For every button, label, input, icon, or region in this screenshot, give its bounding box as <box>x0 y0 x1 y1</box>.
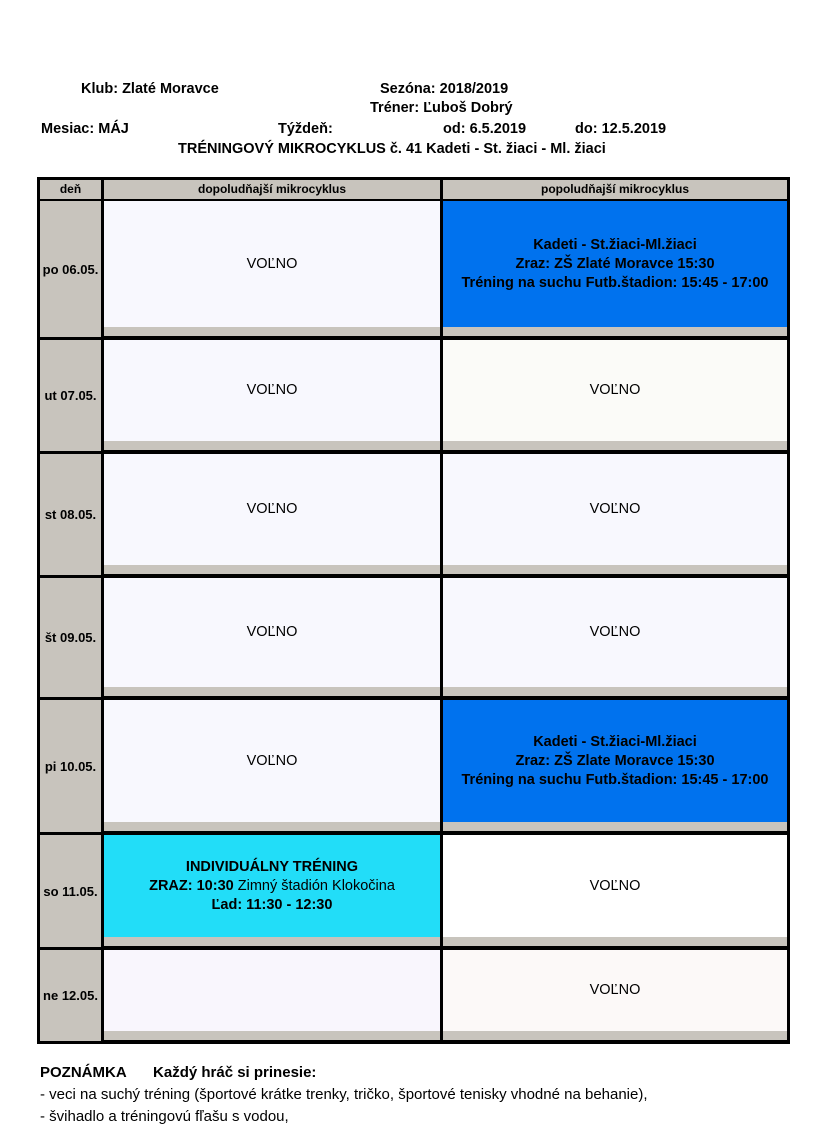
slot-text: VOĽNO <box>589 382 641 398</box>
slot-text: VOĽNO <box>589 501 641 517</box>
col-header-afternoon: popoludňajší mikrocyklus <box>443 180 787 199</box>
col-header-morning: dopoludňajší mikrocyklus <box>104 180 440 199</box>
slot-session: Ľad: 11:30 - 12:30 <box>211 896 333 913</box>
slot-meet: Zraz: ZŠ Zlate Moravce 15:30 <box>515 752 715 769</box>
morning-slot <box>104 700 440 822</box>
club-label: Klub: <box>81 81 119 97</box>
club-value: Zlaté Moravce <box>122 81 219 97</box>
to-label: do: <box>575 121 598 137</box>
row-divider <box>104 327 440 336</box>
morning-slot <box>104 578 440 687</box>
slot-text: VOĽNO <box>589 877 641 894</box>
row-divider <box>104 822 440 831</box>
coach-label: Tréner: <box>370 100 420 116</box>
slot-text: VOĽNO <box>589 982 641 998</box>
row-divider <box>443 441 787 450</box>
afternoon-slot <box>443 950 787 1031</box>
season-field <box>380 81 508 97</box>
season-label: Sezóna: <box>380 81 436 97</box>
day-cell: ne 12.05. <box>40 950 101 1041</box>
morning-slot <box>104 950 440 1031</box>
month-field <box>41 121 129 137</box>
afternoon-slot <box>443 201 787 327</box>
notes-line-2: - švihadlo a tréningovú fľašu s vodou, <box>40 1108 289 1125</box>
slot-text: VOĽNO <box>589 624 641 640</box>
morning-slot <box>104 454 440 565</box>
row-divider <box>443 687 787 696</box>
day-cell: ut 07.05. <box>40 340 101 451</box>
morning-slot <box>104 201 440 327</box>
slot-text: VOĽNO <box>246 255 298 272</box>
month-value: MÁJ <box>98 121 129 137</box>
to-field <box>575 121 666 137</box>
day-cell: st 08.05. <box>40 454 101 575</box>
afternoon-slot <box>443 700 787 822</box>
slot-meet-time: ZRAZ: 10:30 <box>149 877 234 894</box>
row-divider <box>104 937 440 946</box>
from-value: 6.5.2019 <box>469 121 527 137</box>
row-divider <box>104 1031 440 1040</box>
col-header-day: deň <box>40 180 101 199</box>
page-title: TRÉNINGOVÝ MIKROCYKLUS č. 41 Kadeti - St. žiaci - Ml. žiaci <box>178 141 606 157</box>
day-cell: so 11.05. <box>40 835 101 947</box>
slot-text: VOĽNO <box>246 382 298 398</box>
notes-label: POZNÁMKA <box>40 1064 127 1081</box>
row-divider <box>104 687 440 696</box>
from-label: od: <box>443 121 466 137</box>
slot-session: Tréning na suchu Futb.štadion: 15:45 - 17:00 <box>461 771 769 788</box>
afternoon-slot <box>443 578 787 687</box>
slot-meet-line <box>149 877 395 896</box>
row-divider <box>443 1031 787 1040</box>
to-value: 12.5.2019 <box>601 121 667 137</box>
slot-venue: Zimný štadión Klokočina <box>237 877 395 894</box>
row-divider <box>443 822 787 831</box>
morning-slot <box>104 835 440 937</box>
slot-title: Kadeti - St.žiaci-Ml.žiaci <box>533 733 697 750</box>
club-field <box>81 81 219 97</box>
coach-field <box>370 100 513 116</box>
slot-text: VOĽNO <box>246 624 298 640</box>
row-divider <box>443 937 787 946</box>
slot-text: VOĽNO <box>246 752 298 769</box>
slot-title: INDIVIDUÁLNY TRÉNING <box>185 858 359 875</box>
schedule-table <box>37 177 790 1044</box>
notes-line-1: - veci na suchý tréning (športové krátke trenky, tričko, športové tenisky vhodné na behanie), <box>40 1086 648 1103</box>
notes-heading-line <box>40 1064 316 1081</box>
row-divider <box>443 565 787 574</box>
row-divider <box>104 441 440 450</box>
afternoon-slot <box>443 835 787 937</box>
slot-meet: Zraz: ZŠ Zlaté Moravce 15:30 <box>515 255 715 272</box>
day-cell: po 06.05. <box>40 201 101 337</box>
row-divider <box>443 327 787 336</box>
afternoon-slot <box>443 340 787 441</box>
day-cell: št 09.05. <box>40 578 101 697</box>
season-value: 2018/2019 <box>439 81 509 97</box>
coach-value: Ľuboš Dobrý <box>423 100 513 116</box>
morning-slot <box>104 340 440 441</box>
week-label: Týždeň: <box>278 121 333 137</box>
row-divider <box>104 565 440 574</box>
slot-session: Tréning na suchu Futb.štadion: 15:45 - 17:00 <box>461 274 769 291</box>
notes-heading: Každý hráč si prinesie: <box>153 1064 317 1081</box>
slot-title: Kadeti - St.žiaci-Ml.žiaci <box>533 236 697 253</box>
afternoon-slot <box>443 454 787 565</box>
slot-text: VOĽNO <box>246 501 298 517</box>
month-label: Mesiac: <box>41 121 95 137</box>
day-cell: pi 10.05. <box>40 700 101 832</box>
from-field <box>443 121 526 137</box>
